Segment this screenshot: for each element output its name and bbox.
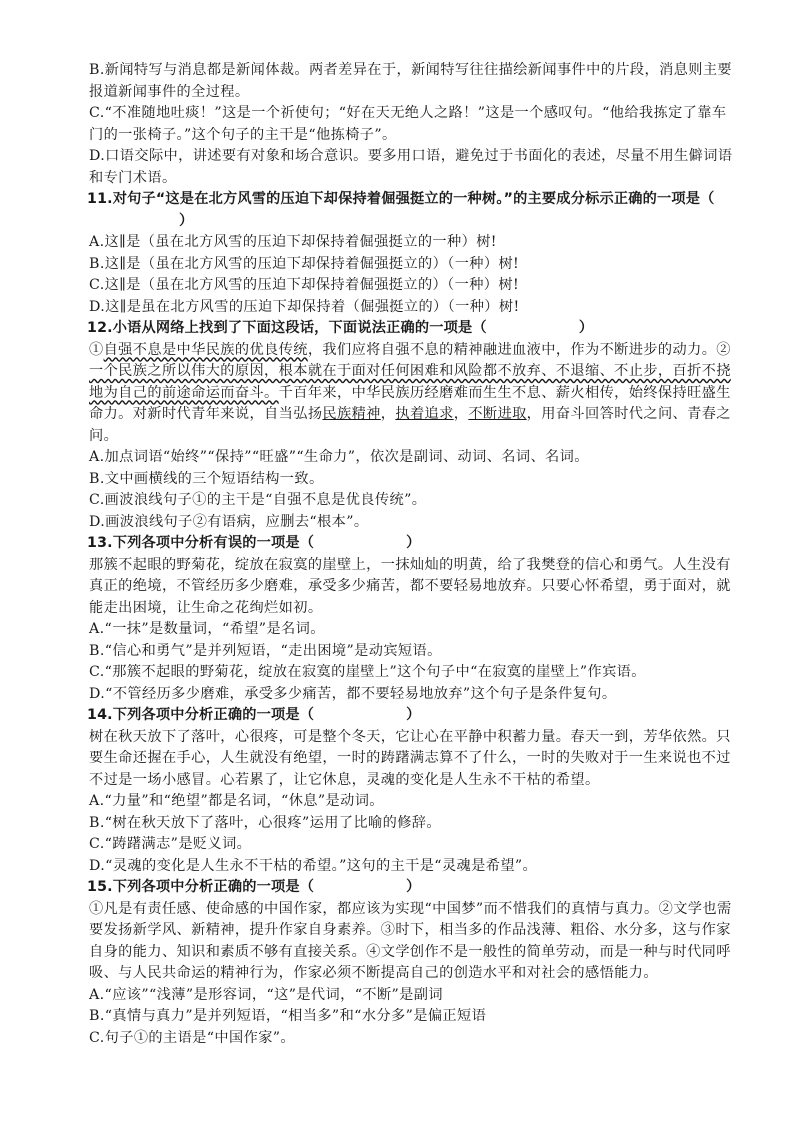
q10-option-b: B.新闻特写与消息都是新闻体裁。两者差异在于，新闻特写往往描绘新闻事件中的片段，消息则主要报道新闻事件的全过程。 bbox=[89, 62, 733, 100]
q13-passage: 那簇不起眼的野菊花，绽放在寂寞的崖壁上，一抹灿灿的明黄，给了我樊登的信心和勇气。人生没有真正的绝境，不管经历多少磨难，承受多少痛苦，都不要轻易地放弃。只要心怀希望，勇于面对，就能走出困境，让生命之花绚烂如初。 bbox=[89, 556, 731, 616]
q12-passage-part: 千百年来，中华民族历经磨难而生生不息、薪火相传，始终保持旺盛生命力。对新时代青年来说，自当弘扬 bbox=[89, 384, 731, 422]
q15-stem-text: 15.下列各项中分析正确的一项是（ bbox=[87, 879, 315, 895]
q10-option-d: D.口语交际中，讲述要有对象和场合意识。要多用口语，避免过于书面化的表述，尽量不用生僻词语和专门术语。 bbox=[89, 148, 733, 186]
q12-wavy-sentence-1: 自强不息是中华民族的优良传统 bbox=[103, 341, 308, 358]
q15-option-a: A.“应该”“浅薄”是形容词，“这”是代词，“不断”是副词 bbox=[89, 986, 443, 1003]
q12-stem bbox=[87, 318, 736, 340]
q13-option-d: D.“不管经历多少磨难，承受多少痛苦，都不要轻易地放弃”这个句子是条件复句。 bbox=[89, 685, 617, 702]
q11-stem-text: 11.对句子“这是在北方风雪的压迫下却保持着倔强挺立的一种树。”的主要成分标示正确的一项是（ bbox=[87, 191, 715, 207]
q14-stem-text: 14.下列各项中分析正确的一项是（ bbox=[87, 707, 315, 723]
q14-option-c: C.“踌躇满志”是贬义词。 bbox=[89, 836, 252, 852]
q12-option-c: C.画波浪线句子①的主干是“自强不息是优良传统”。 bbox=[89, 492, 427, 508]
q15-stem bbox=[87, 877, 736, 899]
q13-stem bbox=[87, 533, 736, 555]
q11-option-c: C.这∥是（虽在北方风雪的压迫下却保持着倔强挺立的）（一种）树! bbox=[89, 277, 520, 293]
q14-option-b: B.“树在秋天放下了落叶，心很疼”运用了比喻的修辞。 bbox=[89, 814, 441, 831]
q12-option-b: B.文中画横线的三个短语结构一致。 bbox=[89, 470, 324, 487]
q12-wavy-sentence-2: 一个民族之所以伟大的原因，根本就在于面对任何困难和风险都不放弃、不退缩、不止步，百折不挠地为自己的前途命运而奋斗。 bbox=[89, 363, 731, 401]
q14-passage: 树在秋天放下了落叶，心很疼，可是整个冬天，它让心在平静中积蓄力量。春天一到，芳华依然。只要生命还握在手心，人生就没有绝望，一时的踌躇满志算不了什么，一时的失败对于一生来说也不过不过是一场小感冒。心若累了，让它休息，灵魂的变化是人生永不干枯的希望。 bbox=[89, 728, 731, 788]
q12-passage-part: ，用奋斗回答时代之问、青春之问。 bbox=[89, 406, 731, 444]
q14-stem-end: ） bbox=[406, 707, 421, 723]
q12-passage-part: ， bbox=[380, 406, 396, 422]
q15-passage: ①凡是有责任感、使命感的中国作家，都应该为实现“中国梦”而不惜我们的真情与真力。②文学也需要发扬新学风、新精神，提升作家自身素养。③时下，相当多的作品浅薄、粗俗、水分多，这与作家自身的能力、知识和素质不够有直接关系。④文学创作不是一般性的简单劳动，而是一种与时代同呼吸、与人民共命运的精神行为，作家必须不断提高自己的创造水平和对社会的感悟能力。 bbox=[89, 900, 732, 981]
q12-option-a: A.加点词语“始终”“保持”“旺盛”“生命力”，依次是副词、动词、名词、名词。 bbox=[89, 449, 589, 465]
q15-option-b: B.“真情与真力”是并列短语，“相当多”和“水分多”是偏正短语 bbox=[89, 1008, 487, 1024]
q13-stem-end: ） bbox=[406, 535, 421, 551]
q15-option-c: C.句子①的主语是“中国作家”。 bbox=[89, 1029, 296, 1046]
q12-stem-end: ） bbox=[578, 320, 594, 336]
q12-underlined-phrase-1: 民族精神 bbox=[322, 406, 381, 422]
q11-option-d: D.这∥是虽在北方风雪的压迫下却保持着（倔强挺立的）（一种）树! bbox=[89, 298, 520, 315]
q11-stem bbox=[87, 189, 736, 232]
q12-option-d: D.画波浪线句子②有语病，应删去“根本”。 bbox=[89, 513, 369, 530]
q11-option-a: A.这∥是（虽在北方风雪的压迫下却保持着倔强挺立的一种）树! bbox=[89, 234, 497, 250]
q15-stem-end: ） bbox=[406, 879, 421, 895]
q12-underlined-phrase-3: 不断进取 bbox=[468, 406, 527, 422]
q14-stem bbox=[87, 705, 736, 727]
q12-passage-part: ，我们应将自强不息的精神融进血液中，作为不断进步的动力。② bbox=[307, 341, 731, 358]
q12-stem-text: 12.小语从网络上找到了下面这段话，下面说法正确的一项是（ bbox=[87, 320, 487, 336]
q10-option-c: C.“不准随地吐痰！”这是一个祈使句；“好在天无绝人之路！”这是一个感叹句。“他给我拣定了靠车门的一张椅子。”这个句子的主干是“他拣椅子”。 bbox=[89, 105, 727, 143]
q11-option-b: B.这∥是（虽在北方风雪的压迫下却保持着倔强挺立的）（一种）树! bbox=[89, 255, 520, 272]
q11-stem-end: ） bbox=[179, 212, 194, 229]
q13-stem-text: 13.下列各项中分析有误的一项是（ bbox=[87, 535, 315, 551]
q13-option-a: A.“一抹”是数量词，“希望”是名词。 bbox=[89, 621, 325, 637]
q12-underlined-phrase-2: 执着追求 bbox=[395, 406, 454, 422]
q14-option-a: A.“力量”和“绝望”都是名词，“休息”是动词。 bbox=[89, 793, 384, 809]
q14-option-d: D.“灵魂的变化是人生永不干枯的希望。”这句的主干是“灵魂是希望”。 bbox=[89, 857, 538, 874]
q13-option-b: B.“信心和勇气”是并列短语，“走出困境”是动宾短语。 bbox=[89, 642, 442, 659]
q12-passage-num: ① bbox=[89, 341, 104, 358]
q13-option-c: C.“那簇不起眼的野菊花，绽放在寂寞的崖壁上”这个句子中“在寂寞的崖壁上”作宾语。 bbox=[89, 664, 646, 680]
q12-passage bbox=[89, 340, 736, 448]
q12-passage-part: ， bbox=[453, 406, 469, 422]
